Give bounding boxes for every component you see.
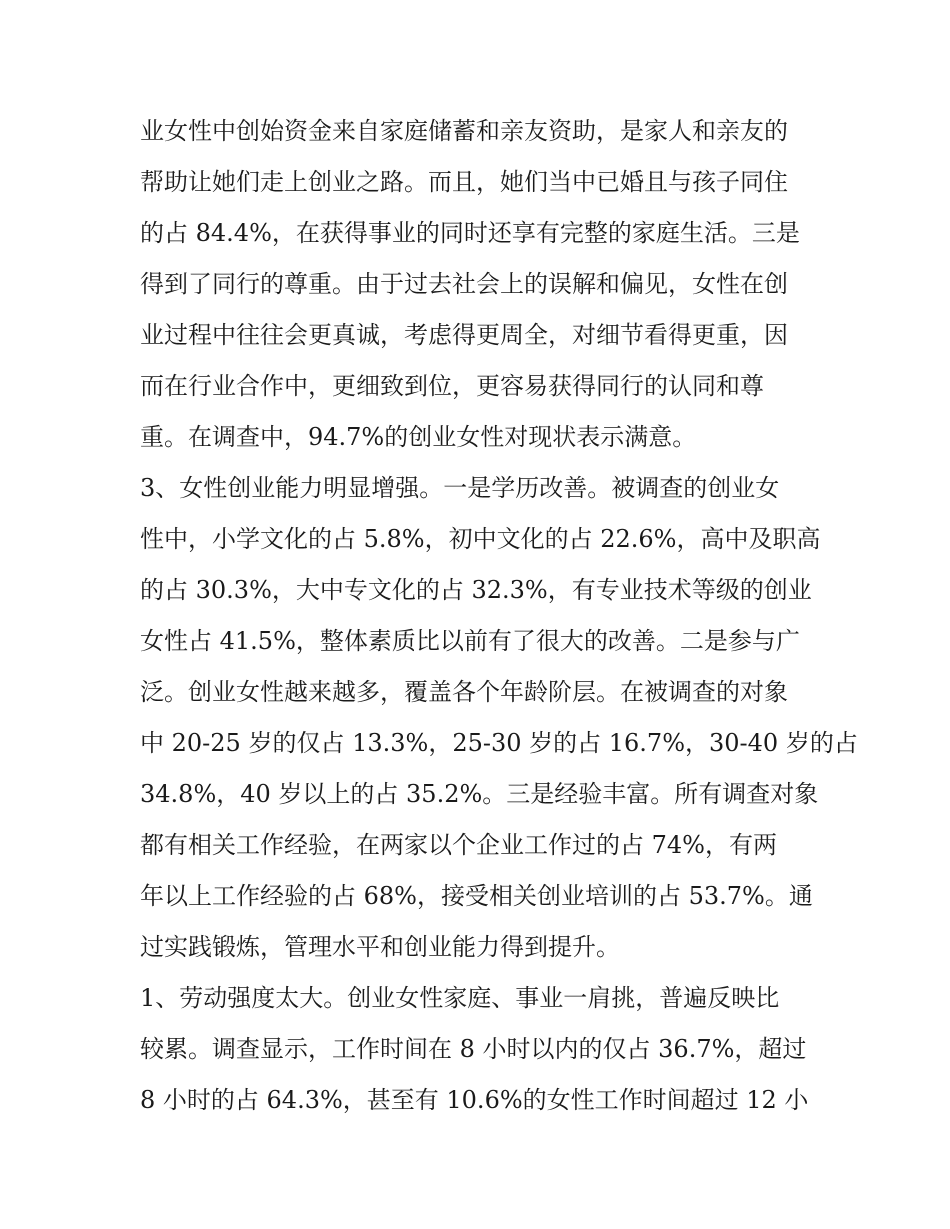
text-line-7: 重。在调查中，94.7%的创业女性对现状表示满意。: [140, 423, 697, 451]
text-line-14: 34.8%，40 岁以上的占 35.2%。三是经验丰富。所有调查对象: [140, 780, 819, 808]
text-line-6: 而在行业合作中，更细致到位，更容易获得同行的认同和尊: [140, 372, 764, 400]
text-line-1: 业女性中创始资金来自家庭储蓄和亲友资助，是家人和亲友的: [140, 117, 788, 145]
text-line-9: 性中，小学文化的占 5.8%，初中文化的占 22.6%，高中及职高: [140, 525, 821, 553]
text-line-16: 年以上工作经验的占 68%，接受相关创业培训的占 53.7%。通: [140, 882, 813, 910]
text-line-17: 过实践锻炼，管理水平和创业能力得到提升。: [140, 933, 620, 961]
text-line-20: 8 小时的占 64.3%，甚至有 10.6%的女性工作时间超过 12 小: [140, 1086, 809, 1114]
text-line-11: 女性占 41.5%，整体素质比以前有了很大的改善。二是参与广: [140, 627, 800, 655]
text-line-13: 中 20-25 岁的仅占 13.3%，25-30 岁的占 16.7%，30-40 岁的占: [140, 729, 858, 757]
text-line-12: 泛。创业女性越来越多，覆盖各个年龄阶层。在被调查的对象: [140, 678, 788, 706]
body-text: [140, 106, 858, 1126]
text-line-2: 帮助让她们走上创业之路。而且，她们当中已婚且与孩子同住: [140, 168, 788, 196]
text-line-18: 1、劳动强度太大。创业女性家庭、事业一肩挑，普遍反映比: [140, 984, 780, 1012]
text-line-3: 的占 84.4%，在获得事业的同时还享有完整的家庭生活。三是: [140, 219, 800, 247]
text-line-5: 业过程中往往会更真诚，考虑得更周全，对细节看得更重，因: [140, 321, 788, 349]
text-line-4: 得到了同行的尊重。由于过去社会上的误解和偏见，女性在创: [140, 270, 788, 298]
text-line-8: 3、女性创业能力明显增强。一是学历改善。被调查的创业女: [140, 474, 780, 502]
text-line-19: 较累。调查显示，工作时间在 8 小时以内的仅占 36.7%，超过: [140, 1035, 807, 1063]
text-line-15: 都有相关工作经验，在两家以个企业工作过的占 74%，有两: [140, 831, 777, 859]
text-line-10: 的占 30.3%，大中专文化的占 32.3%，有专业技术等级的创业: [140, 576, 812, 604]
